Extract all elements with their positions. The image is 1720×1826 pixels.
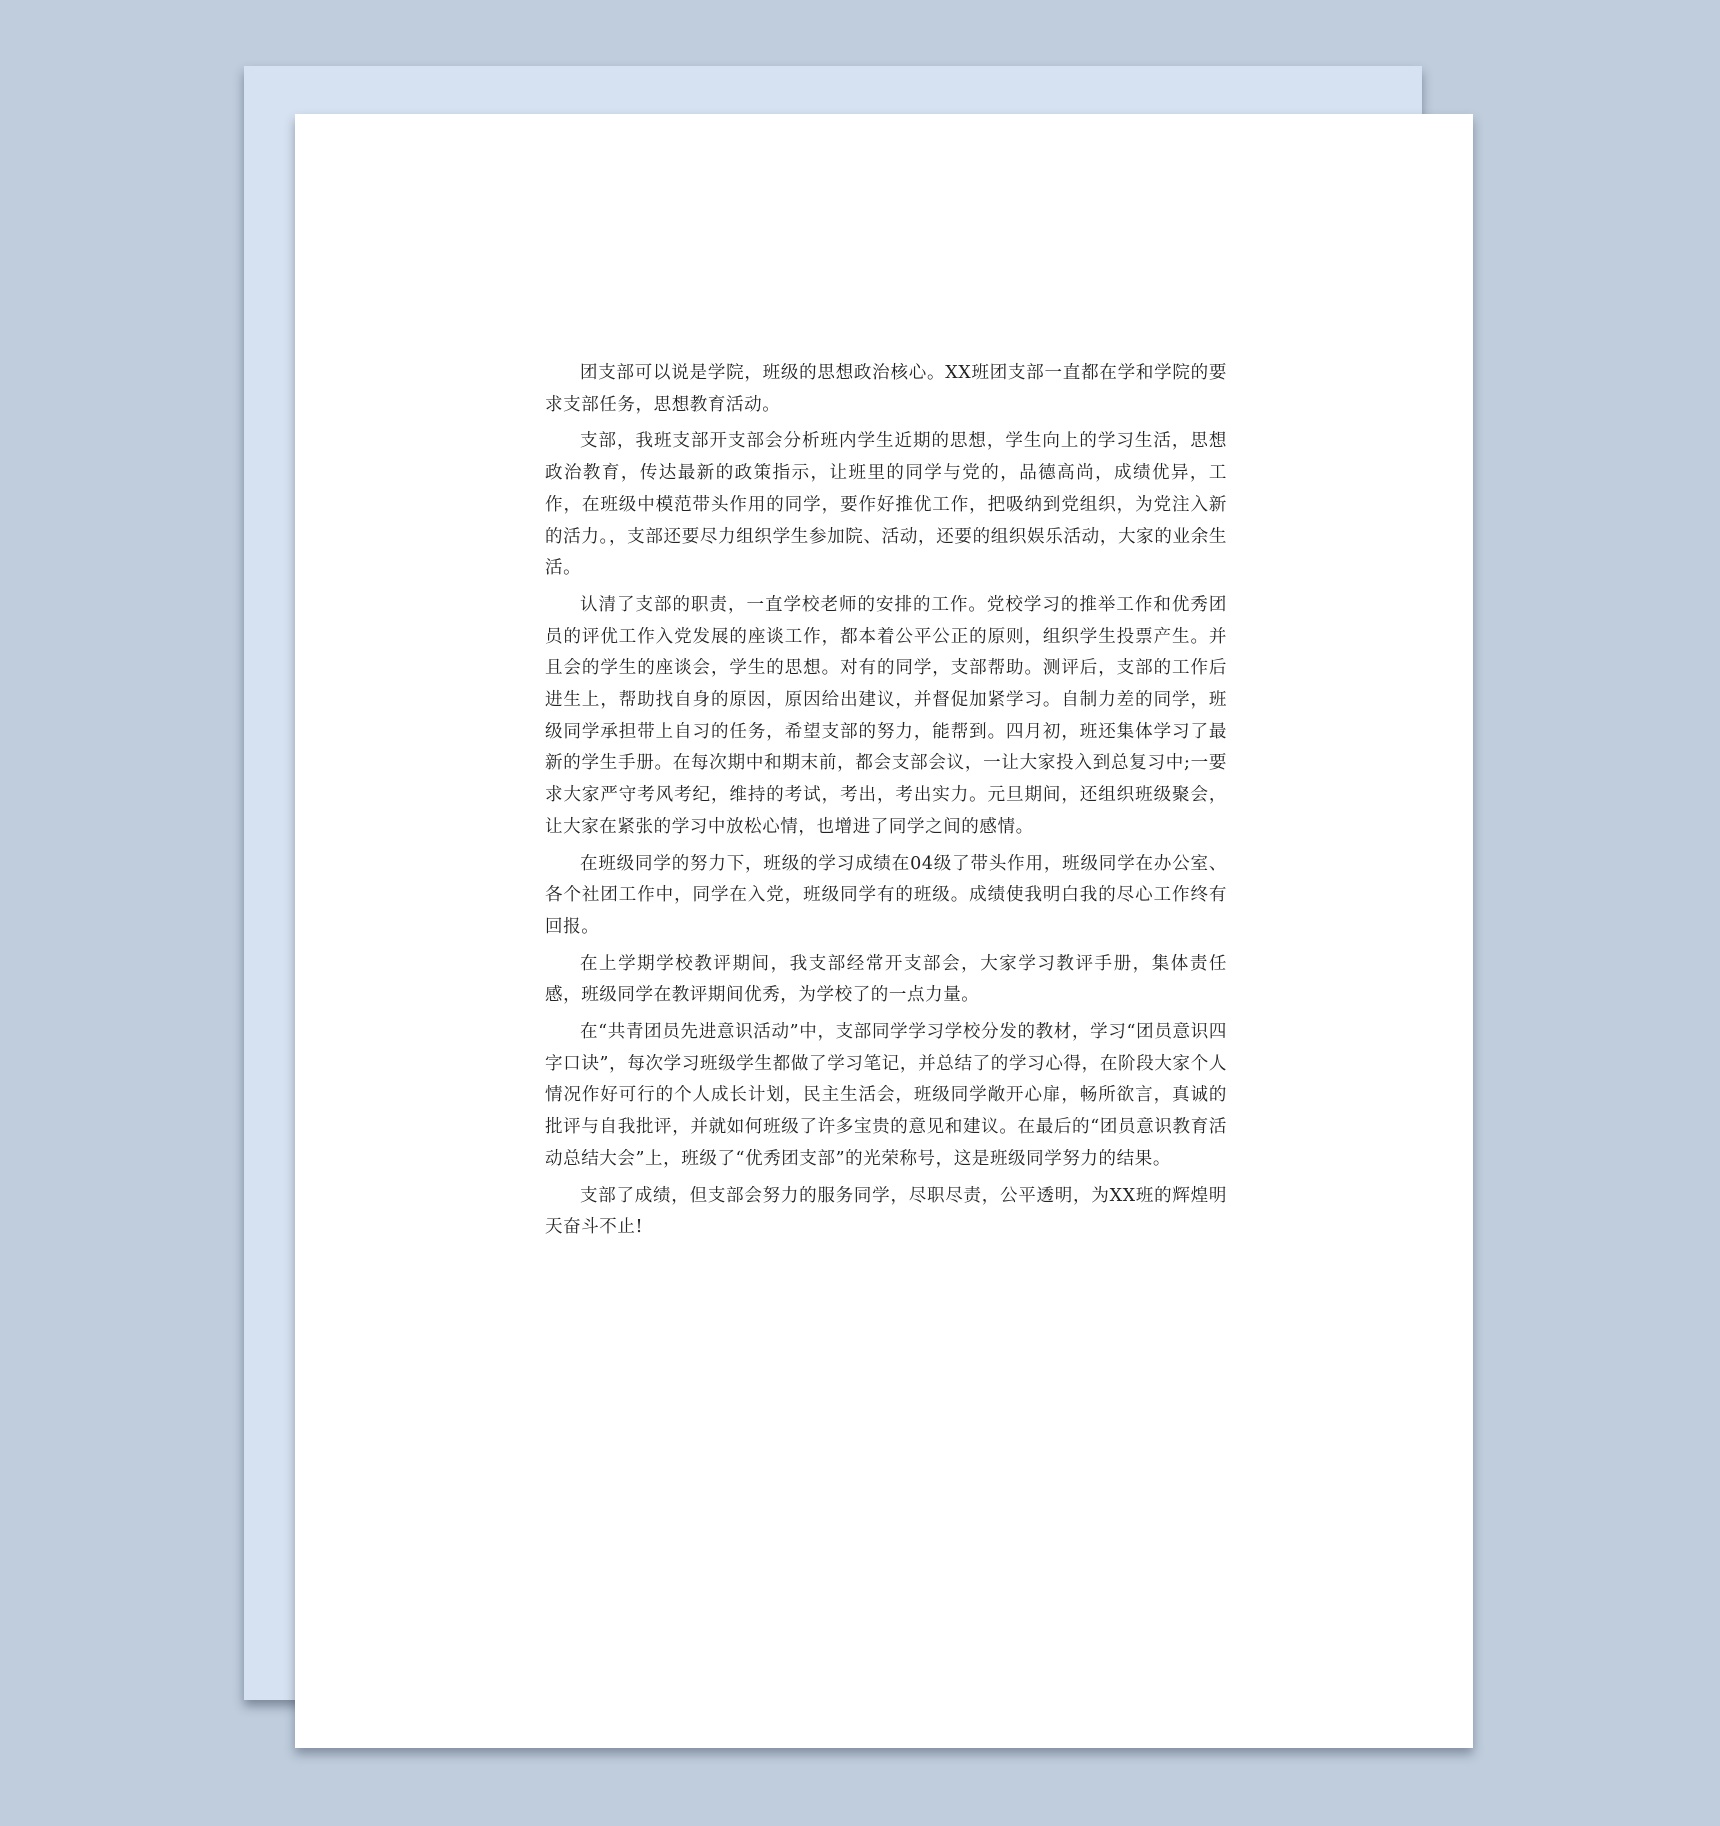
document-body [545, 358, 1227, 1249]
paragraph: 支部了成绩，但支部会努力的服务同学，尽职尽责，公平透明，为XX班的辉煌明天奋斗不止! [545, 1185, 1227, 1238]
paragraph: 在“共青团员先进意识活动”中，支部同学学习学校分发的教材，学习“团员意识四字口诀”，每次学习班级学生都做了学习笔记，并总结了的学习心得，在阶段大家个人情况作好可行的个人成长计划，民主生活会，班级同学敞开心扉，畅所欲言，真诚的批评与自我批评，并就如何班级了许多宝贵的意见和建议。在最后的“团员意识教育活动总结大会”上，班级了“优秀团支部”的光荣称号，这是班级同学努力的结果。 [545, 1022, 1227, 1169]
document-page [295, 114, 1473, 1748]
paragraph: 团支部可以说是学院，班级的思想政治核心。XX班团支部一直都在学和学院的要求支部任务，思想教育活动。 [545, 363, 1227, 415]
paragraph: 认清了支部的职责，一直学校老师的安排的工作。党校学习的推举工作和优秀团员的评优工作入党发展的座谈工作，都本着公平公正的原则，组织学生投票产生。并且会的学生的座谈会，学生的思想。对有的同学，支部帮助。测评后，支部的工作后进生上，帮助找自身的原因，原因给出建议，并督促加紧学习。自制力差的同学，班级同学承担带上自习的任务，希望支部的努力，能帮到。四月初，班还集体学习了最新的学生手册。在每次期中和期末前，都会支部会议，一让大家投入到总复习中;一要求大家严守考风考纪，维持的考试，考出，考出实力。元旦期间，还组织班级聚会，让大家在紧张的学习中放松心情，也增进了同学之间的感情。 [545, 594, 1227, 837]
paragraph: 支部，我班支部开支部会分析班内学生近期的思想，学生向上的学习生活，思想政治教育，传达最新的政策指示，让班里的同学与党的，品德高尚，成绩优异，工作，在班级中模范带头作用的同学，要作好推优工作，把吸纳到党组织，为党注入新的活力。，支部还要尽力组织学生参加院、活动，还要的组织娱乐活动，大家的业余生活。 [545, 431, 1227, 579]
paragraph: 在上学期学校教评期间，我支部经常开支部会，大家学习教评手册，集体责任感，班级同学在教评期间优秀，为学校了的一点力量。 [545, 953, 1227, 1006]
paragraph: 在班级同学的努力下，班级的学习成绩在04级了带头作用，班级同学在办公室、各个社团工作中，同学在入党，班级同学有的班级。成绩使我明白我的尽心工作终有回报。 [545, 853, 1227, 937]
